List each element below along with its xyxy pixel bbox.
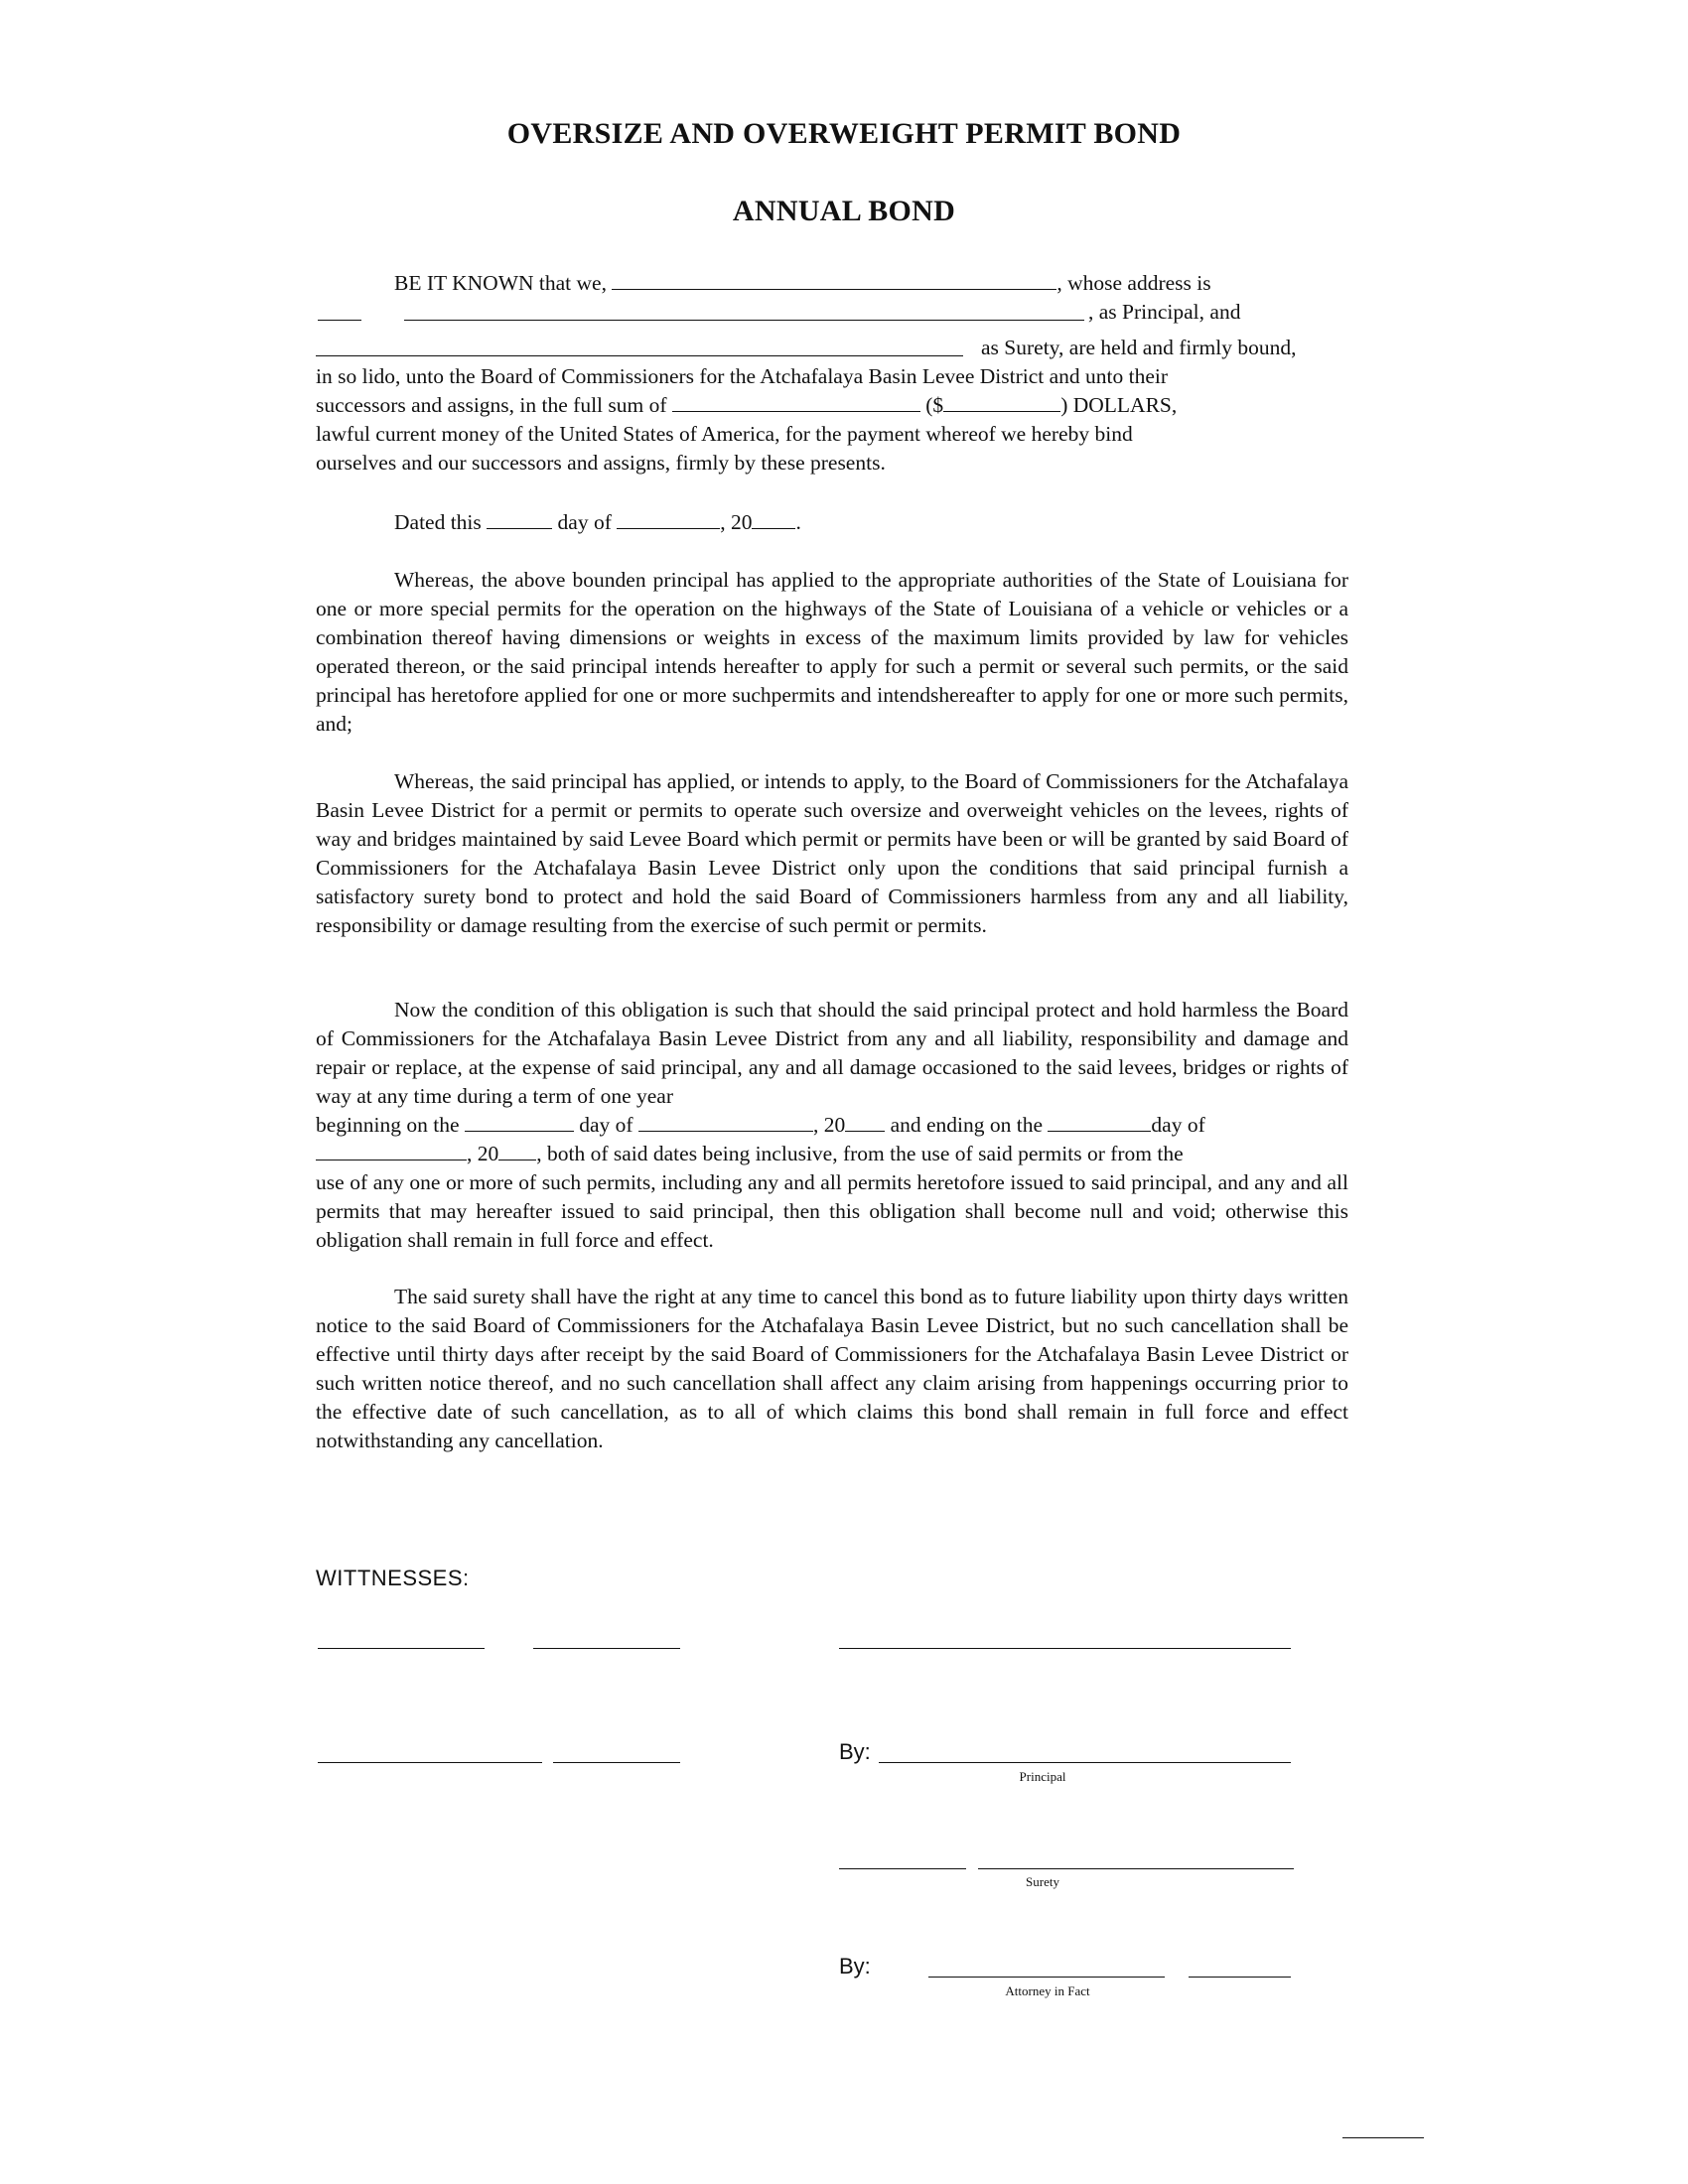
term-ending: and ending on the (890, 1113, 1044, 1137)
surety-signature-line-b[interactable] (978, 1868, 1294, 1869)
dated-day-blank[interactable] (487, 510, 552, 529)
dated-period: . (795, 510, 801, 534)
end-day-blank[interactable] (1048, 1113, 1151, 1132)
whereas-paragraph-2: Whereas, the said principal has applied, or intends to apply, to the Board of Commissioners for the Atchafalaya Basin Levee District for a permit or permits to operate such oversize and overweight vehicles on the levees, rights of way and bridges maintained by said Levee Board which permit or permits have been or will be granted by said Board of Commissioners for the Atchafalaya Basin Levee District only upon the conditions that said principal furnish a satisfactory surety bond to protect and hold the said Board of Commissioners harmless from any and all liability, responsibility or damage resulting from the exercise of such permit or permits. (316, 769, 1348, 937)
intro-line-4: in so lido, unto the Board of Commissioners for the Atchafalaya Basin Levee District and unto their (316, 364, 1169, 388)
term-end-year: , 20 (467, 1142, 499, 1165)
dated-this: Dated this (394, 510, 482, 534)
dated-month-blank[interactable] (617, 510, 720, 529)
corner-mark (1342, 2137, 1424, 2138)
dated-year-blank[interactable] (752, 510, 795, 529)
dated-year-prefix: , 20 (720, 510, 753, 534)
address-blank[interactable] (404, 320, 1084, 321)
dated-line (394, 508, 801, 537)
address-blank-stub[interactable] (318, 320, 361, 321)
intro-dollar-sign: ($ (925, 393, 944, 417)
attorney-label: Attorney in Fact (1005, 1983, 1090, 1998)
intro-whose-address: , whose address is (1056, 271, 1211, 295)
condition-paragraph-part-2: use of any one or more of such permits, including any and all permits heretofore issued to said principal, and any and all permits that may hereafter issued to said principal, then this obligation shall become null and void; otherwise this obligation shall remain in full force and effect. (316, 1170, 1348, 1252)
intro-as-surety: as Surety, are held and firmly bound, (981, 336, 1297, 359)
witness-2-signature-line-b[interactable] (553, 1762, 680, 1763)
by-label-attorney: By: (839, 1954, 871, 1979)
by-label-principal: By: (839, 1739, 871, 1764)
surety-name-blank[interactable] (316, 355, 963, 356)
attorney-signature-line-b[interactable] (1189, 1977, 1291, 1978)
begin-day-blank[interactable] (465, 1113, 574, 1132)
principal-label: Principal (1019, 1769, 1066, 1784)
term-beginning: beginning on the (316, 1113, 460, 1137)
dated-day-of: day of (557, 510, 612, 534)
principal-signature-line[interactable] (879, 1762, 1291, 1763)
witness-1-signature-line-a[interactable] (318, 1648, 485, 1649)
term-begin-year: , 20 (812, 1113, 846, 1137)
witness-1-signature-line-b[interactable] (533, 1648, 680, 1649)
intro-as-principal: , as Principal, and (1088, 300, 1241, 324)
intro-line-1 (394, 269, 1211, 298)
end-month-blank[interactable] (316, 1142, 467, 1160)
intro-be-it-known: BE IT KNOWN that we, (394, 271, 607, 295)
end-year-blank[interactable] (498, 1142, 536, 1160)
begin-month-blank[interactable] (638, 1113, 813, 1132)
term-dates-line (316, 1111, 1205, 1140)
sum-amount-blank[interactable] (943, 393, 1060, 412)
intro-line-6: lawful current money of the United States of America, for the payment whereof we hereby bind (316, 422, 1133, 446)
intro-line-7: ourselves and our successors and assigns, firmly by these presents. (316, 451, 886, 475)
term-day-of: day of (579, 1113, 633, 1137)
whereas-paragraph-1: Whereas, the above bounden principal has applied to the appropriate authorities of the State of Louisiana for one or more special permits for the operation on the highways of the State of Louisiana of a vehicle or vehicles or a combination thereof having dimensions or weights in excess of the maximum limits provided by law for vehicles operated thereon, or the said principal intends hereafter to apply for such a permit or several such permits, or the said principal has heretofore applied for one or more suchpermits and intendshereafter to apply for one or more such permits, and; (316, 568, 1348, 736)
term-day-of-2: day of (1151, 1113, 1205, 1137)
document-title: OVERSIZE AND OVERWEIGHT PERMIT BOND (506, 117, 1182, 150)
term-end-line (316, 1140, 1184, 1168)
principal-name-line[interactable] (839, 1648, 1291, 1649)
surety-paragraph: The said surety shall have the right at any time to cancel this bond as to future liability upon thirty days written notice to the said Board of Commissioners for the Atchafalaya Basin Levee District, but no such cancellation shall be effective until thirty days after receipt by the said Board of Commissioners for the Atchafalaya Basin Levee District or such written notice thereof, and no such cancellation shall affect any claim arising from happenings occurring prior to the effective date of such cancellation, as to all of which claims this bond shall remain in full force and effect notwithstanding any cancellation. (316, 1285, 1348, 1452)
witness-2-signature-line-a[interactable] (318, 1762, 542, 1763)
condition-paragraph-part-1: Now the condition of this obligation is such that should the said principal protect and hold harmless the Board of Commissioners for the Atchafalaya Basin Levee District from any and all liability, responsibility and damage and repair or replace, at the expense of said principal, any and all damage occasioned to the said levees, bridges or rights of way at any time during a term of one year (316, 998, 1348, 1108)
surety-label: Surety (1026, 1874, 1059, 1889)
begin-year-blank[interactable] (845, 1113, 885, 1132)
witnesses-label: WITTNESSES: (316, 1566, 470, 1590)
intro-full-sum: successors and assigns, in the full sum of (316, 393, 667, 417)
intro-line-5 (316, 391, 1177, 420)
sum-words-blank[interactable] (672, 393, 920, 412)
surety-signature-line-a[interactable] (839, 1868, 966, 1869)
attorney-signature-line-a[interactable] (928, 1977, 1165, 1978)
document-subtitle: ANNUAL BOND (732, 195, 956, 227)
term-inclusive: , both of said dates being inclusive, from the use of said permits or from the (536, 1142, 1184, 1165)
intro-dollars: ) DOLLARS, (1060, 393, 1178, 417)
principal-name-blank[interactable] (612, 271, 1056, 290)
